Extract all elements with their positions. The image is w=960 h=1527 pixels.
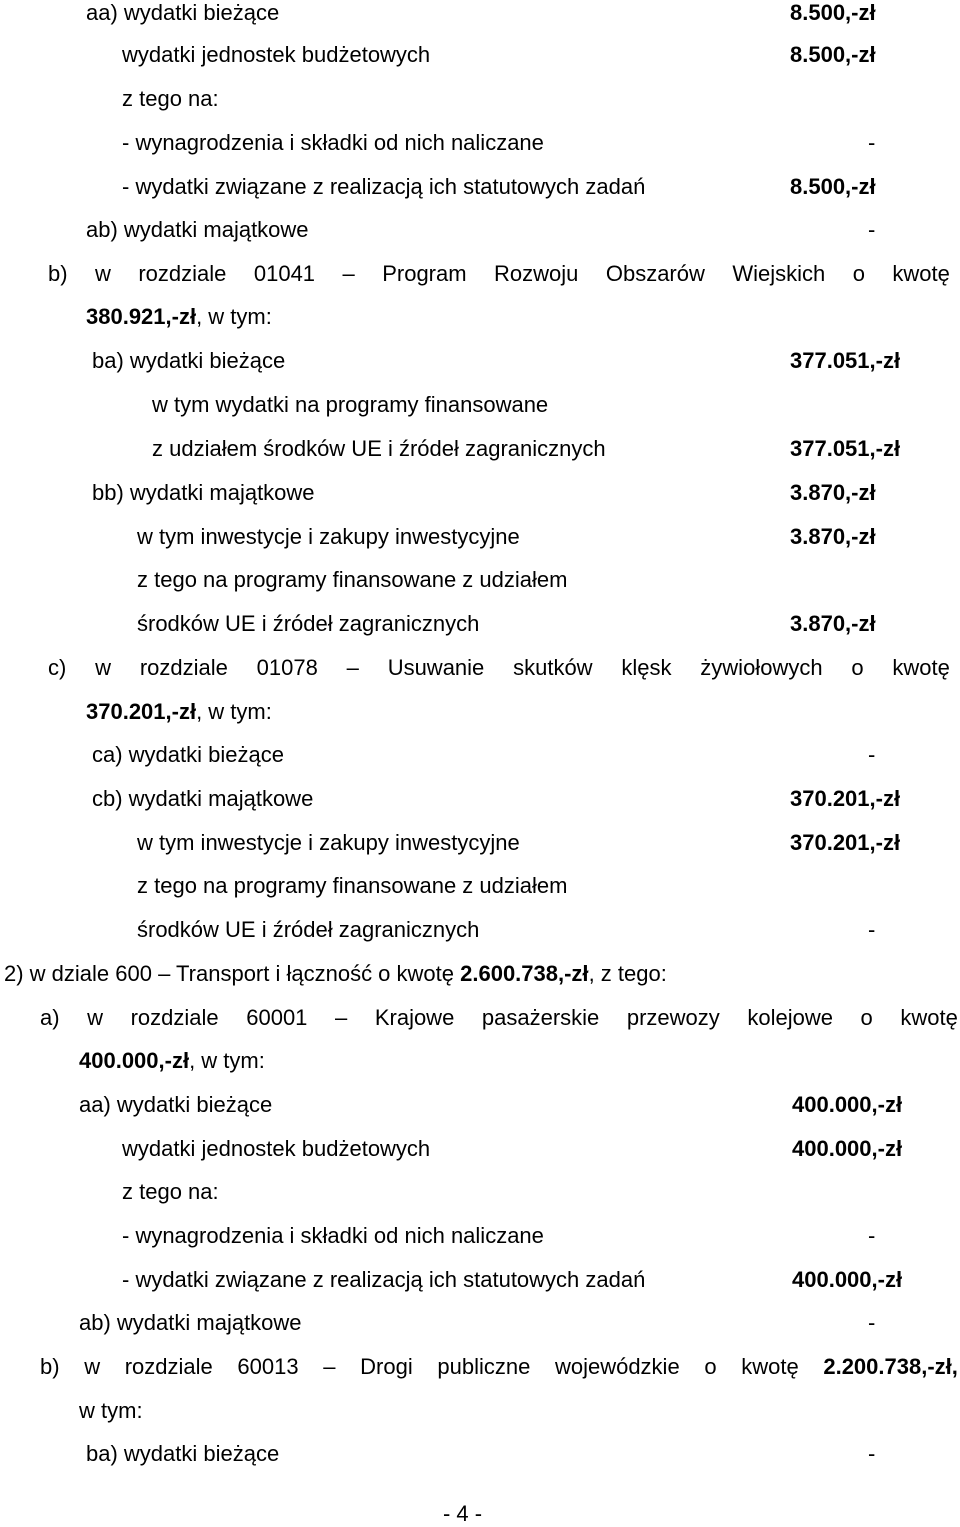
amount: 3.870,-zł [790,611,876,636]
item-of-which: z tego na: [122,1179,219,1204]
item-aa-current-expenses: aa) wydatki bieżące [86,0,280,25]
section-b-60013-heading [40,1354,958,1380]
word: rozdziale [139,655,228,680]
section-suffix: , z tego: [588,961,667,986]
amount-dash: - [868,742,876,767]
item-budget-units: wydatki jednostek budżetowych [122,1136,431,1161]
word: b) [40,1354,60,1379]
word: w [87,1005,104,1030]
word: przewozy [626,1005,720,1030]
item-ba-current-expenses: ba) wydatki bieżące [92,348,286,373]
item-ca-current-expenses: ca) wydatki bieżące [92,742,284,767]
item-bb-asset-expenses: bb) wydatki majątkowe [92,480,315,505]
word: Usuwanie [387,655,485,680]
item-investments: w tym inwestycje i zakupy inwestycyjne [137,830,520,855]
word: o [860,1005,873,1030]
section-c-01078-sum [86,699,272,725]
word: – [346,655,359,680]
word: kwotę [741,1354,799,1379]
amount: 400.000,-zł [792,1136,903,1161]
word: żywiołowych [700,655,823,680]
word: rozdziale [130,1005,219,1030]
word: kolejowe [747,1005,833,1030]
amount-dash: - [868,217,876,242]
word: pasażerskie [481,1005,600,1030]
word: rozdziale [138,261,227,286]
word: 01078 [256,655,318,680]
word: 01041 [253,261,316,286]
word: Krajowe [374,1005,455,1030]
word: skutków [513,655,593,680]
word: b) [48,261,68,286]
item-ba-current-expenses: ba) wydatki bieżące [86,1441,280,1466]
word: o [852,261,865,286]
word: w [95,655,112,680]
amount-dash: - [868,1223,876,1248]
item-investments: w tym inwestycje i zakupy inwestycyjne [137,524,520,549]
item-eu-programs: z tego na programy finansowane z udziałem [137,567,568,592]
sum-amount: 380.921,-zł [86,304,197,329]
amount-dash: - [868,917,876,942]
amount-dash: - [868,130,876,155]
amount: 377.051,-zł [790,436,901,461]
item-eu-funds: z udziałem środków UE i źródeł zagranicznych [152,436,606,461]
word: w [84,1354,101,1379]
amount: 370.201,-zł [790,830,901,855]
item-of-which: w tym: [79,1398,143,1423]
item-eu-programs: z tego na programy finansowane z udziałem [137,873,568,898]
item-aa-current-expenses: aa) wydatki bieżące [79,1092,273,1117]
section-a-60001-heading [40,1005,958,1031]
word: Program [382,261,467,286]
item-of-which: z tego na: [122,86,219,111]
item-salaries: - wynagrodzenia i składki od nich naliczane [122,130,544,155]
word: o [704,1354,717,1379]
word: Obszarów [605,261,705,286]
word: 60001 [246,1005,308,1030]
section-amount: 2.600.738,-zł [460,961,589,986]
amount: 370.201,-zł [790,786,901,811]
amount: 400.000,-zł [792,1267,903,1292]
word: c) [48,655,67,680]
item-ab-asset-expenses: ab) wydatki majątkowe [86,217,309,242]
amount: 3.870,-zł [790,480,876,505]
section-text: 2) w dziale 600 – Transport i łączność o kwotę [4,961,461,986]
amount: 8.500,-zł [790,174,876,199]
amount-dash: - [868,1310,876,1335]
word: – [342,261,355,286]
section-amount: 2.200.738,-zł, [823,1354,958,1379]
word: klęsk [621,655,672,680]
item-eu-funds: środków UE i źródeł zagranicznych [137,611,480,636]
item-salaries: - wynagrodzenia i składki od nich naliczane [122,1223,544,1248]
word: Drogi [360,1354,413,1379]
word: o [851,655,864,680]
amount: 8.500,-zł [790,42,876,67]
item-cb-asset-expenses: cb) wydatki majątkowe [92,786,314,811]
item-budget-units: wydatki jednostek budżetowych [122,42,431,67]
amount-dash: - [868,1441,876,1466]
item-ab-asset-expenses: ab) wydatki majątkowe [79,1310,302,1335]
word: a) [40,1005,60,1030]
amount: 3.870,-zł [790,524,876,549]
page-number: - 4 - [442,1501,483,1526]
item-statutory-tasks: - wydatki związane z realizacją ich statutowych zadań [122,1267,646,1292]
item-eu-programs: w tym wydatki na programy finansowane [152,392,549,417]
section-c-01078-heading [48,655,950,681]
word: – [323,1354,336,1379]
sum-suffix: , w tym: [196,304,272,329]
word: rozdziale [124,1354,213,1379]
section-2-transport-heading [4,961,667,987]
word: w [95,261,111,286]
word: – [335,1005,348,1030]
sum-suffix: , w tym: [189,1048,265,1073]
word: kwotę [892,655,950,680]
amount: 8.500,-zł [790,0,876,25]
word: wojewódzkie [554,1354,680,1379]
sum-amount: 370.201,-zł [86,699,197,724]
section-a-60001-sum [79,1048,265,1074]
sum-suffix: , w tym: [196,699,272,724]
word: publiczne [437,1354,531,1379]
section-b-01041-heading [48,261,950,287]
amount: 377.051,-zł [790,348,901,373]
word: Rozwoju [494,261,579,286]
sum-amount: 400.000,-zł [79,1048,190,1073]
item-eu-funds: środków UE i źródeł zagranicznych [137,917,480,942]
section-b-01041-sum [86,304,272,330]
amount: 400.000,-zł [792,1092,903,1117]
word: 60013 [237,1354,299,1379]
word: Wiejskich [732,261,826,286]
word: kwotę [900,1005,958,1030]
item-statutory-tasks: - wydatki związane z realizacją ich statutowych zadań [122,174,646,199]
word: kwotę [892,261,950,286]
